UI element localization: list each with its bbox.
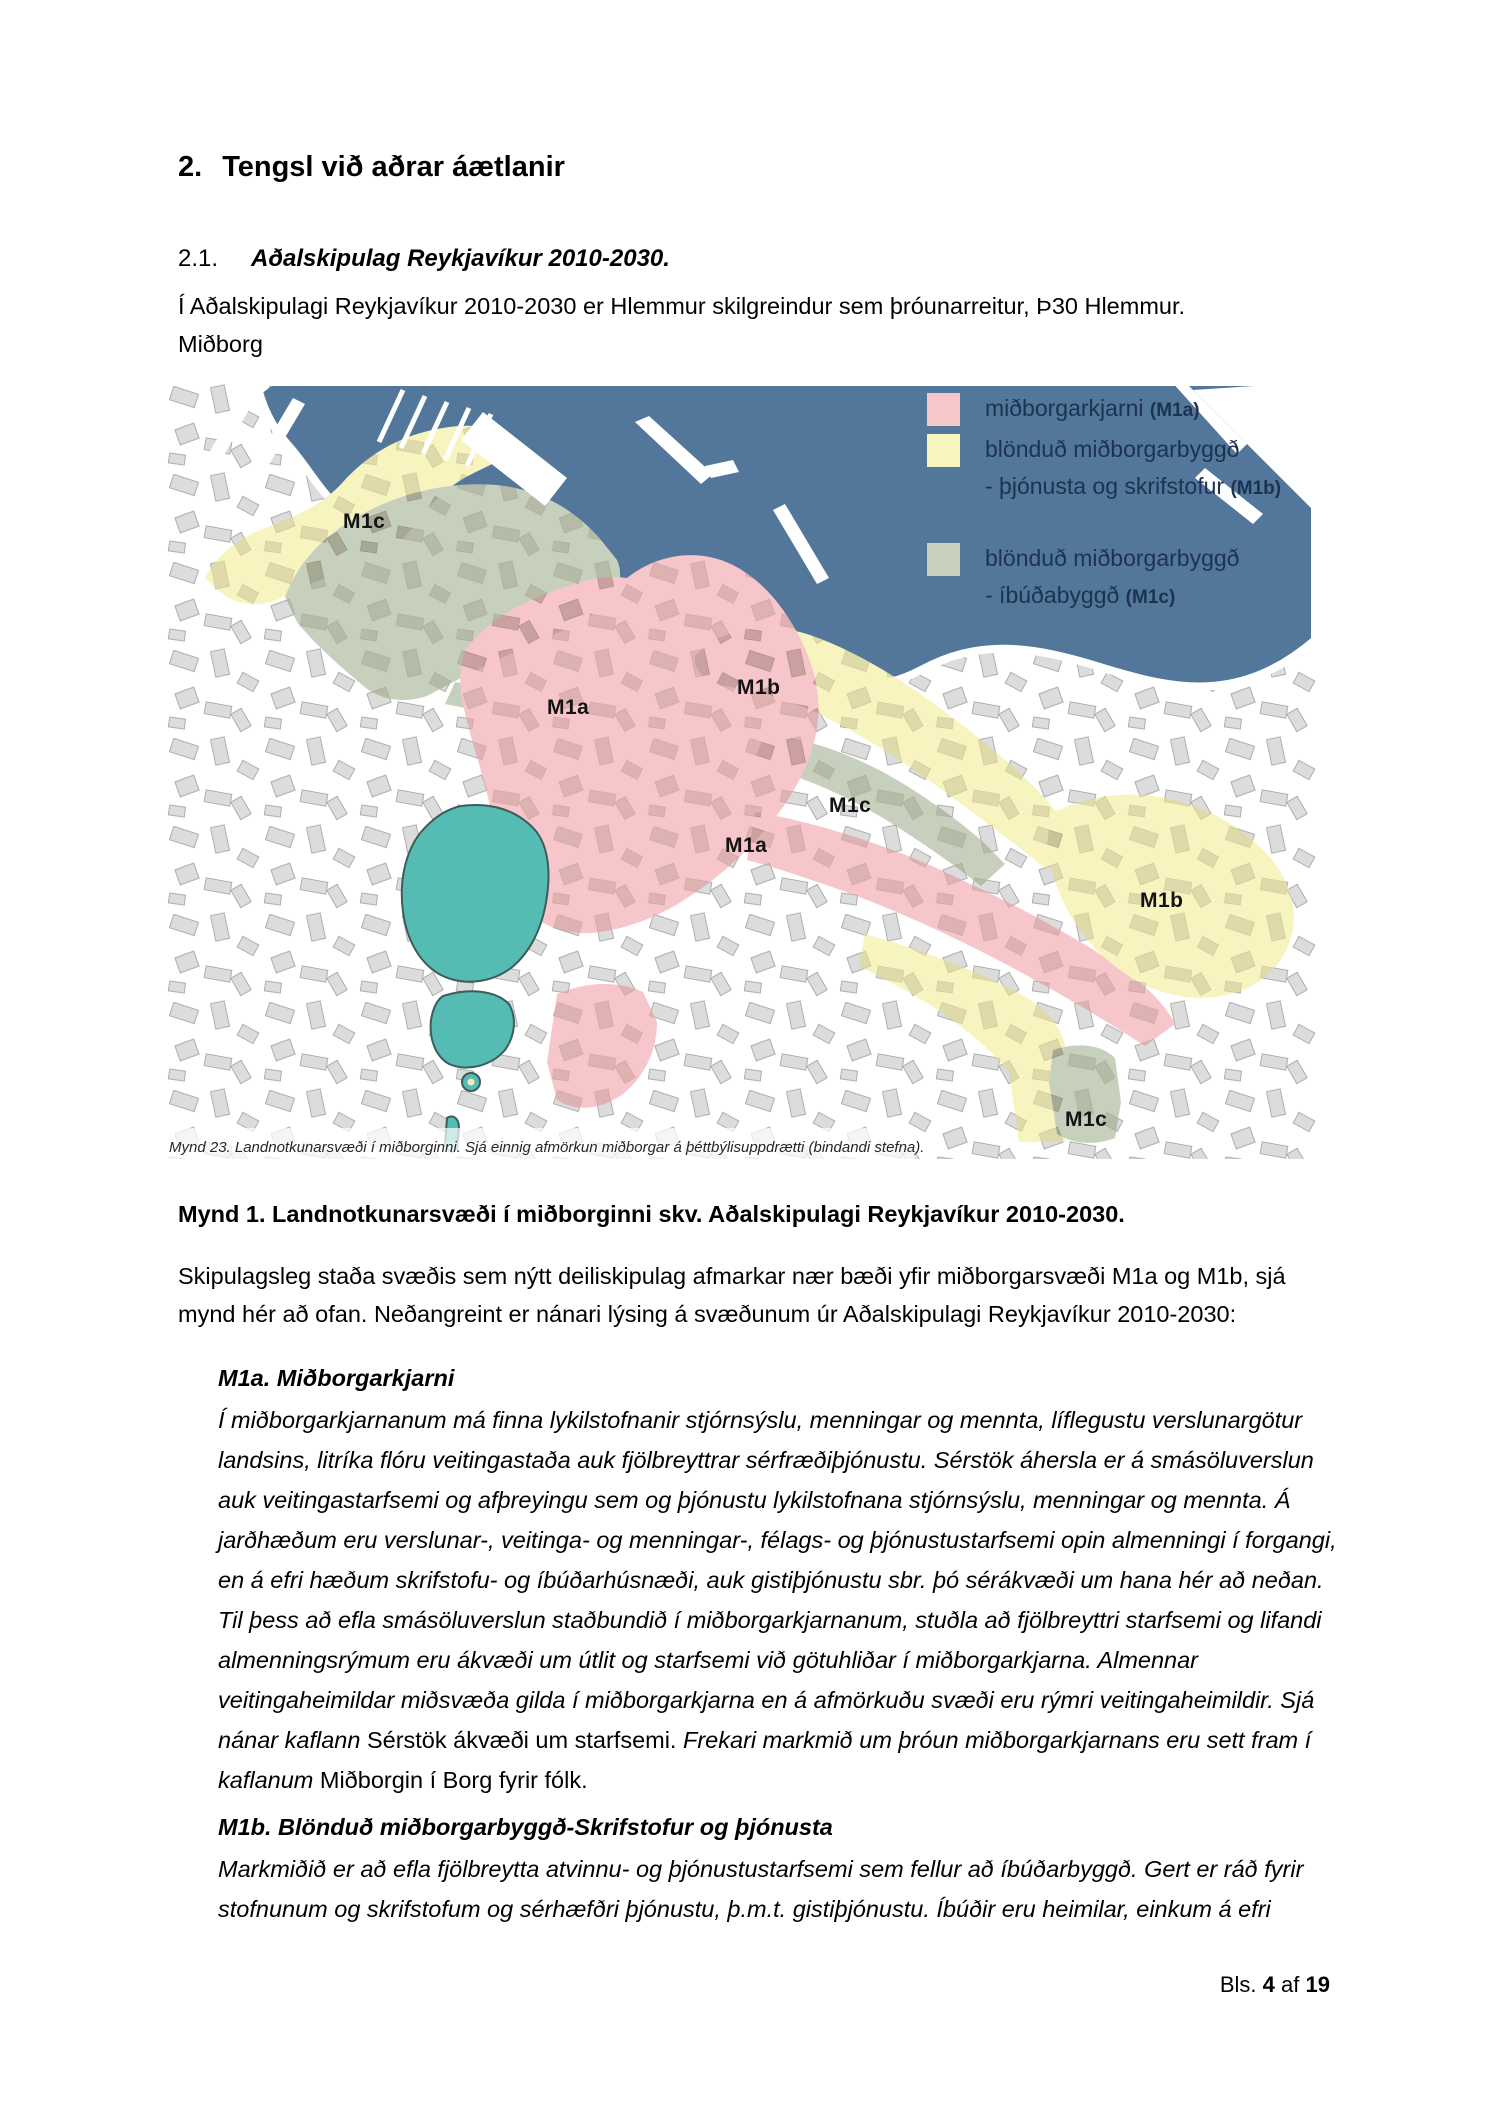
map-label-m1a-1: M1a — [547, 696, 590, 719]
section-heading — [178, 150, 1348, 184]
legend-label-m1a: miðborgarkjarni (M1a) — [985, 395, 1200, 421]
m1a-paragraph: Í miðborgarkjarnanum má finna lykilstofnanir stjórnsýslu, menningar og mennta, líflegustu verslunargötur landsins, litríka flóru veitingastaða auk fjölbreyttrar sérfræðiþjónustu. Sérstök áhersla er á smásöluverslun auk veitingastarfsemi og afþreyingu sem og þjónustu lykilstofnana stjórnsýslu, menningar og mennta. Á jarðhæðum eru verslunar-, veitinga- og menningar-, félags- og þjónustustarfsemi opin almenningi í forgangi, en á efri hæðum skrifstofu- og íbúðarhúsnæði, auk gistiþjónustu sbr. þó sérákvæði um hana hér að neðan. Til þess að efla smásöluverslun staðbundið í miðborgarkjarnanum, stuðla að fjölbreyttri starfsemi og lifandi almenningsrýmum eru ákvæði um útlit og starfsemi við götuhliðar í miðborgarkjarna. Almennar veitingaheimildar miðsvæða gilda í miðborgarkjarna en á afmörkuðu svæði eru rýmri veitingaheimildir. Sjá nánar kaflann Sérstök ákvæði um starfsemi. Frekari markmið um þróun miðborgarkjarnans eru sett fram í kaflanum Miðborgin í Borg fyrir fólk. — [218, 1407, 1337, 1793]
subsection-number: 2.1. — [178, 245, 219, 272]
map-label-m1c-1: M1c — [343, 510, 386, 533]
pond-islet — [468, 1079, 475, 1086]
legend-swatch-m1c — [927, 543, 960, 576]
m1b-paragraph: Markmiðið er að efla fjölbreytta atvinnu- og þjónustustarfsemi sem fellur að íbúðarbyggð. Gert er ráð fyrir stofnunum og skrifstofum og sérhæfðri þjónustu, þ.m.t. gistiþjónustu. Íbúðir eru heimilar, einkum á efri — [218, 1856, 1304, 1922]
intro-paragraph — [178, 287, 1348, 363]
legend-swatch-m1a — [927, 393, 960, 426]
total-page-number: 19 — [1305, 1972, 1330, 1997]
legend-item-m1a — [927, 390, 1305, 429]
map-label-m1c-2: M1c — [829, 794, 872, 817]
map-label-m1a-2: M1a — [725, 834, 768, 857]
zone-descriptions — [218, 1363, 1348, 1929]
legend-item-m1c — [927, 540, 1305, 616]
map-source-caption: Mynd 23. Landnotkunarsvæði í miðborginni. Sjá einnig afmörkun miðborgar á þéttbýlisuppdrætti (bindandi stefna). — [169, 1139, 925, 1156]
paragraph-after-map: Skipulagsleg staða svæðis sem nýtt deiliskipulag afmarkar nær bæði yfir miðborgarsvæði M1a og M1b, sjá mynd hér að ofan. Neðangreint er nánari lýsing á svæðunum úr Aðalskipulagi Reykjavíkur 2010-2030: — [178, 1263, 1286, 1327]
current-page-number: 4 — [1262, 1972, 1275, 1997]
subsection-heading — [178, 244, 1348, 274]
map-label-m1b-1: M1b — [737, 676, 781, 699]
page-content — [169, 150, 1348, 1929]
subsection-title: Aðalskipulag Reykjavíkur 2010-2030. — [251, 245, 670, 272]
map-label-m1b-2: M1b — [1140, 889, 1184, 912]
map-legend — [927, 390, 1305, 618]
map-figure — [165, 382, 1315, 1159]
map-label-m1c-3: M1c — [1065, 1108, 1108, 1131]
section-title: Tengsl við aðrar áætlanir — [222, 151, 565, 183]
section-number: 2. — [178, 151, 203, 183]
intro-line-2: Miðborg — [178, 331, 263, 357]
figure-caption: Mynd 1. Landnotkunarsvæði í miðborginni skv. Aðalskipulagi Reykjavíkur 2010-2030. — [178, 1201, 1125, 1227]
m1a-chapter-ref-2: Miðborgin í Borg fyrir fólk. — [319, 1767, 588, 1793]
legend-label-m1b: blönduð miðborgarbyggð - þjónusta og skrifstofur (M1b) — [985, 436, 1282, 499]
legend-swatch-m1b — [927, 434, 960, 467]
page-number-footer: Bls. 4 af 19 — [1219, 1972, 1330, 1997]
m1b-heading: M1b. Blönduð miðborgarbyggð-Skrifstofur og þjónusta — [218, 1814, 833, 1840]
legend-item-m1b — [927, 431, 1305, 507]
m1a-heading: M1a. Miðborgarkjarni — [218, 1365, 455, 1391]
m1a-chapter-ref-1: Sérstök ákvæði um starfsemi. — [366, 1727, 677, 1753]
legend-label-m1c: blönduð miðborgarbyggð - íbúðabyggð (M1c) — [985, 545, 1240, 608]
intro-line-1: Í Aðalskipulagi Reykjavíkur 2010-2030 er Hlemmur skilgreindur sem þróunarreitur, Þ30 Hlemmur. — [178, 293, 1186, 319]
